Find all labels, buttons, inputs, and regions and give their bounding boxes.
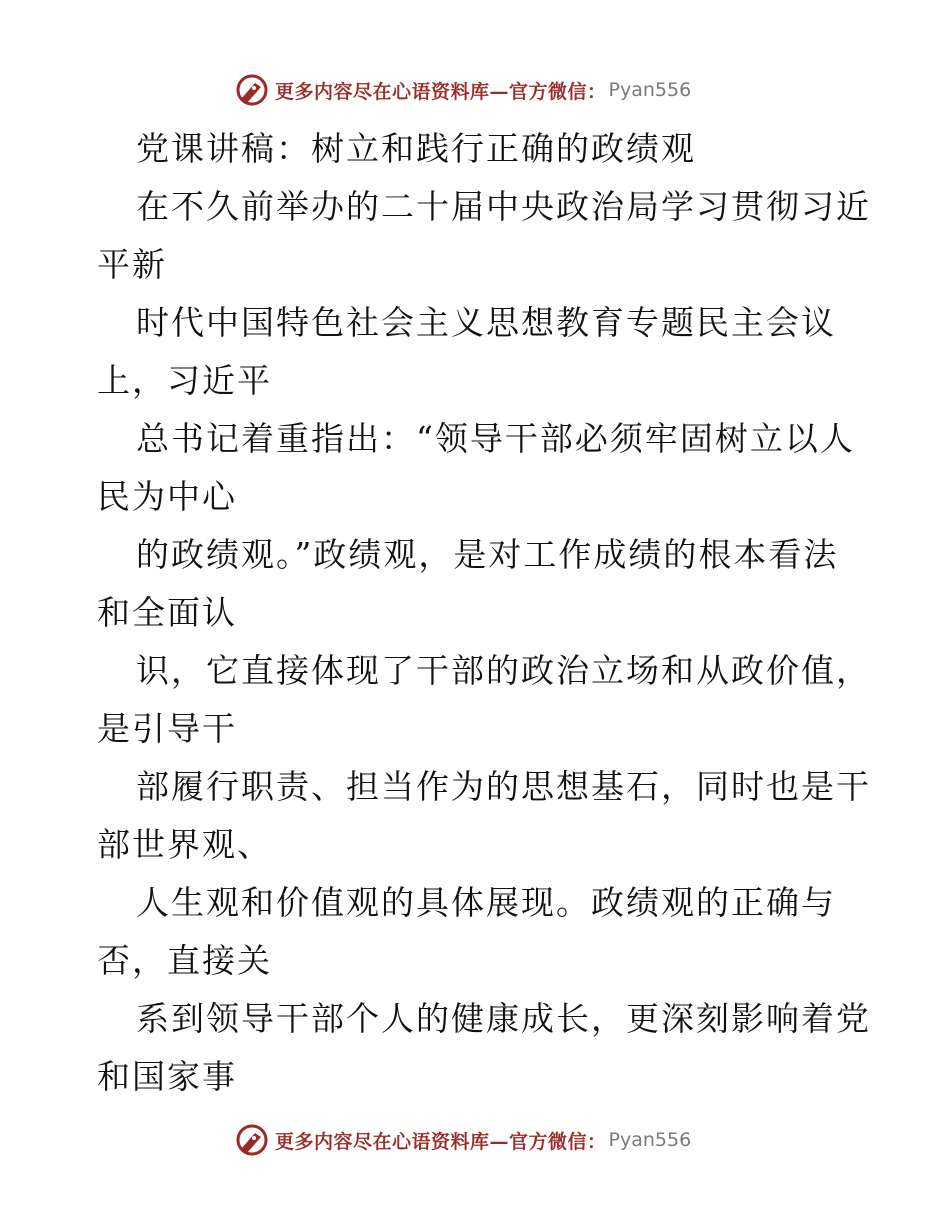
footer-banner[interactable] <box>235 1122 691 1158</box>
text-line: 上，习近平 <box>97 361 272 400</box>
text-line: 总书记着重指出：“领导干部必须牢固树立以人 <box>136 419 855 458</box>
header-banner[interactable] <box>235 72 691 108</box>
footer-wechat-id: Pyan556 <box>608 1129 692 1151</box>
header-banner-text: 更多内容尽在心语资料库—官方微信： <box>275 80 607 103</box>
text-line: 否，直接关 <box>97 941 272 980</box>
pen-nib-circle-icon <box>235 1123 269 1157</box>
text-line: 在不久前举办的二十届中央政治局学习贯彻习近 <box>136 187 871 226</box>
text-line: 部世界观、 <box>97 825 272 864</box>
text-line: 民为中心 <box>97 477 237 516</box>
pen-nib-circle-icon <box>235 73 269 107</box>
text-line: 和国家事 <box>97 1057 237 1096</box>
text-line: 人生观和价值观的具体展现。政绩观的正确与 <box>136 883 836 922</box>
text-line: 和全面认 <box>97 593 237 632</box>
text-line: 识，它直接体现了干部的政治立场和从政价值， <box>136 651 871 690</box>
text-line: 是引导干 <box>97 709 237 748</box>
text-line: 的政绩观。”政绩观，是对工作成绩的根本看法 <box>136 535 839 574</box>
header-wechat-id: Pyan556 <box>608 79 692 101</box>
text-line: 平新 <box>97 245 167 284</box>
footer-banner-text: 更多内容尽在心语资料库—官方微信： <box>275 1130 607 1153</box>
text-line: 系到领导干部个人的健康成长，更深刻影响着党 <box>136 999 871 1038</box>
text-line: 时代中国特色社会主义思想教育专题民主会议 <box>136 303 836 342</box>
document-title: 党课讲稿：树立和践行正确的政绩观 <box>136 129 696 168</box>
text-line: 部履行职责、担当作为的思想基石，同时也是干 <box>136 767 871 806</box>
